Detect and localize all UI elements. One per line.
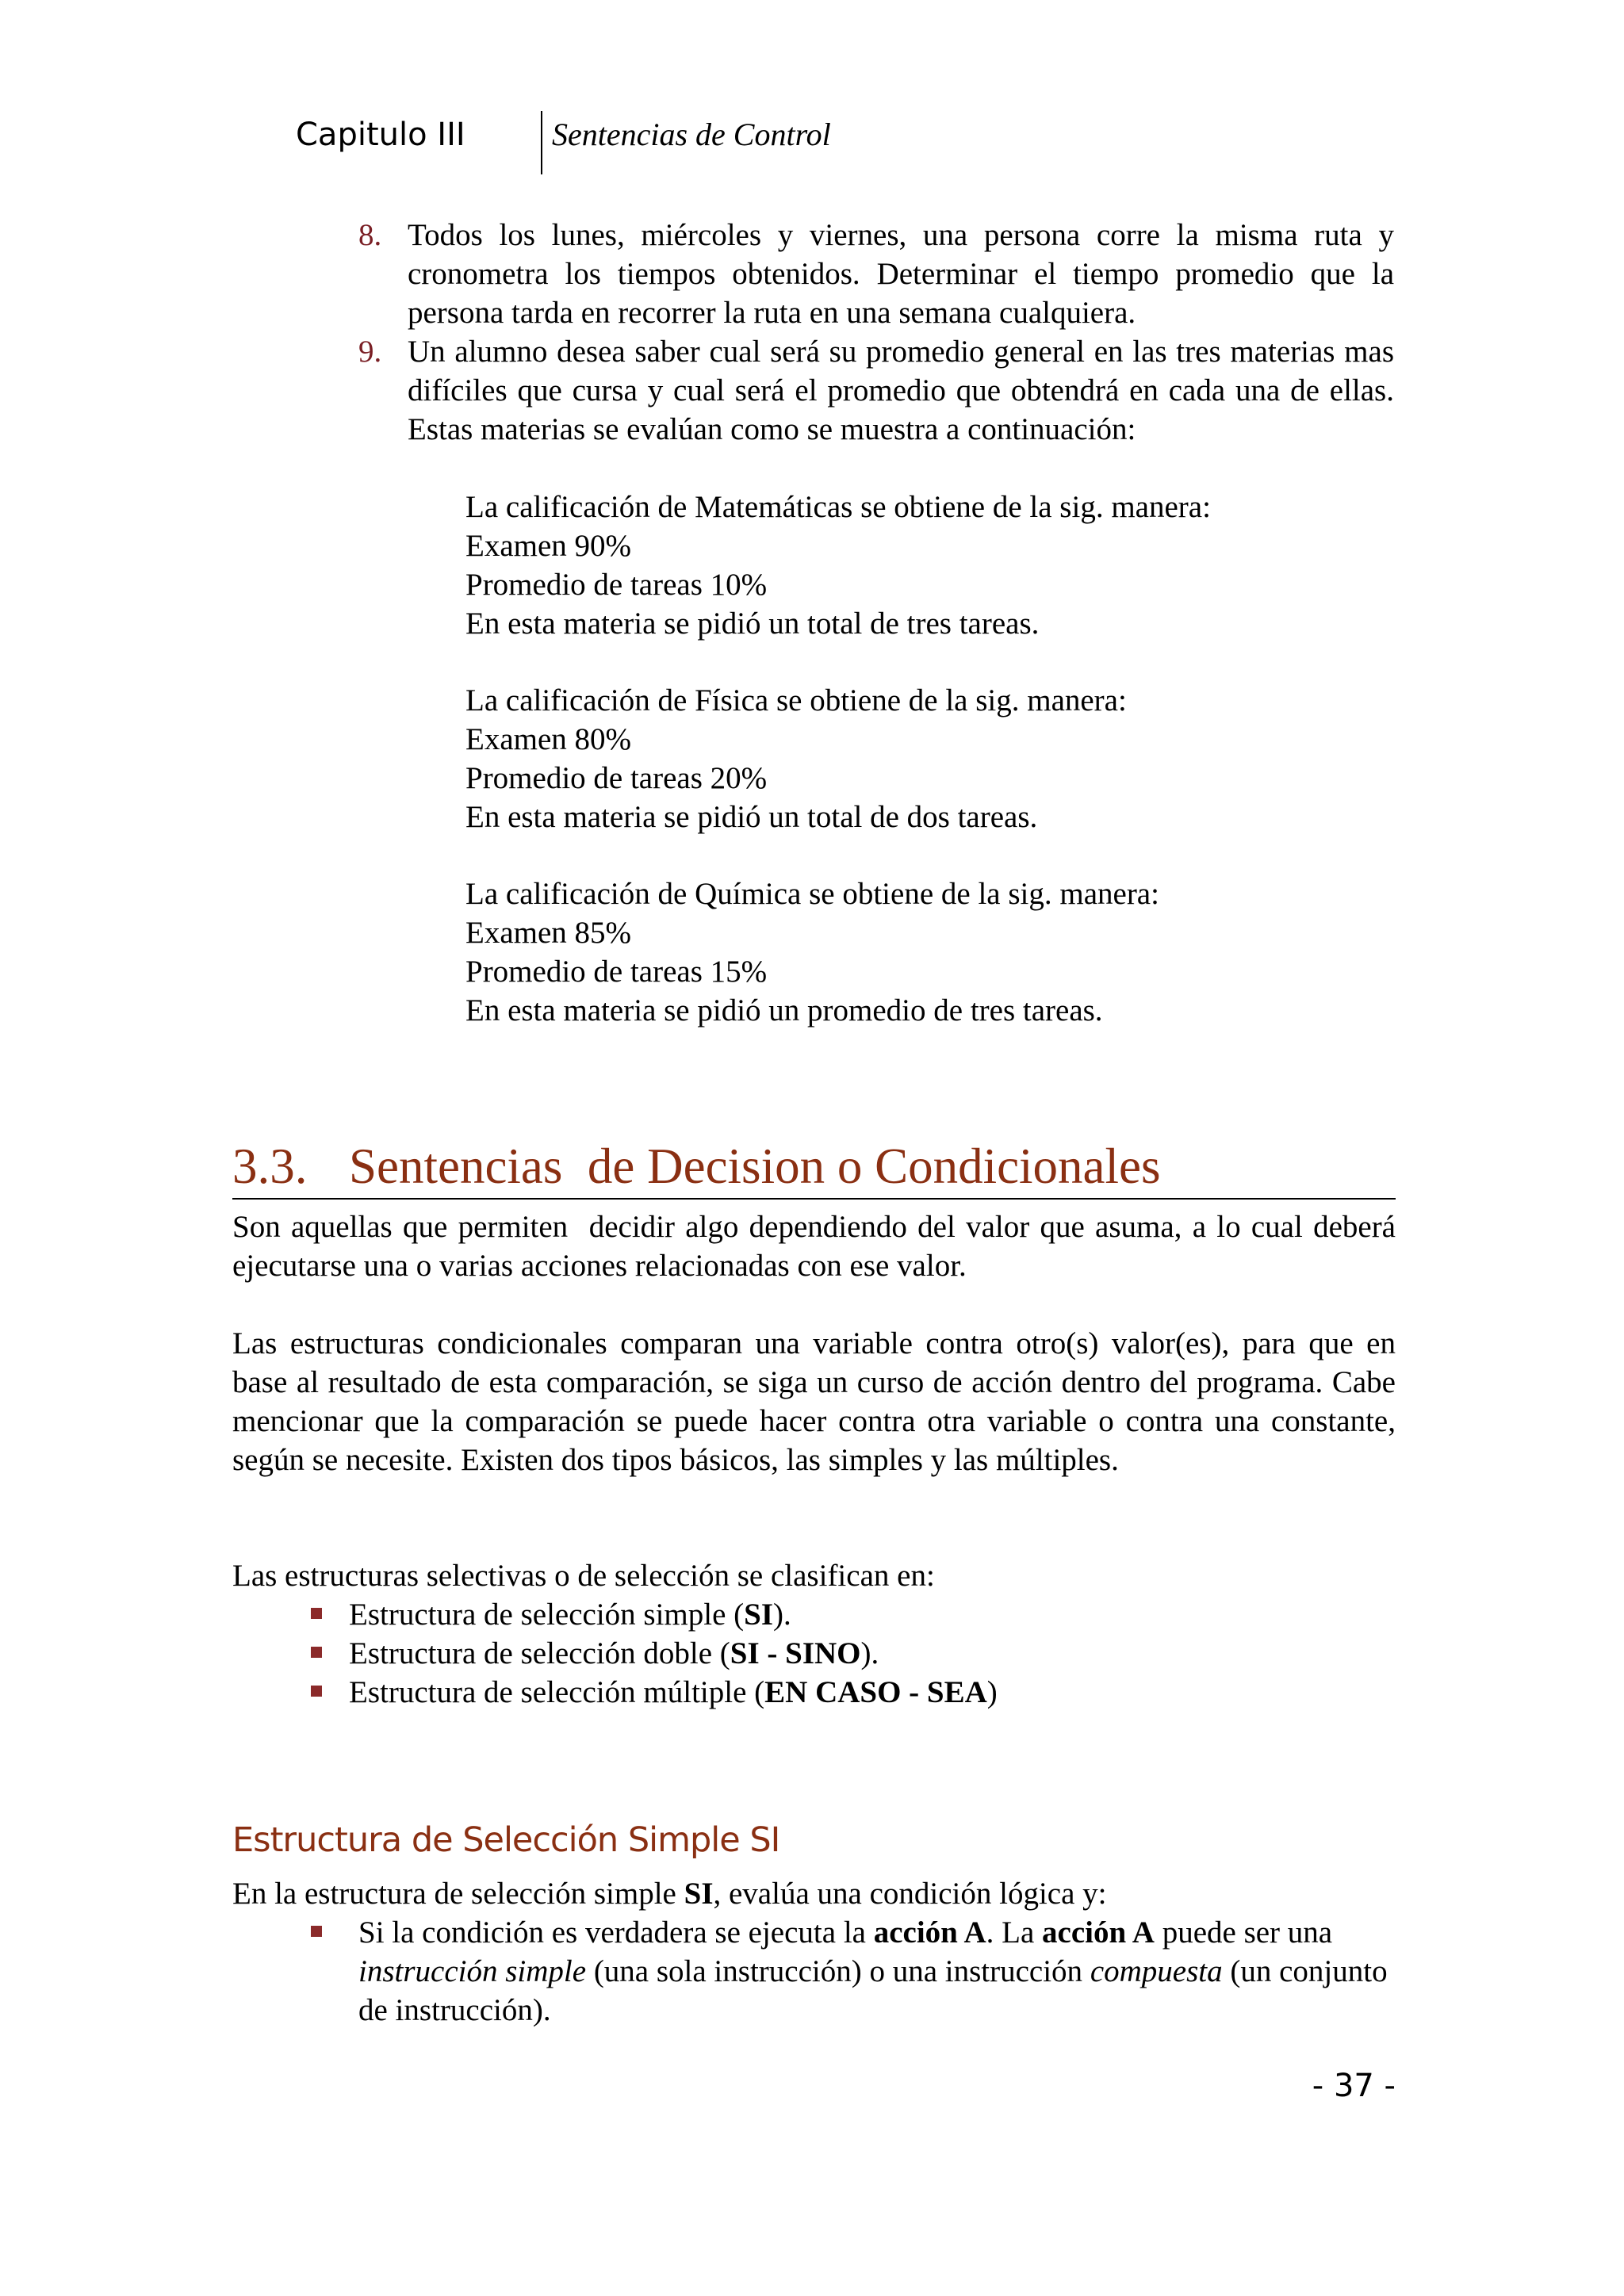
- structures-paragraph: Las estructuras condicionales comparan una variable contra otro(s) valor(es), para que en base al resultado de esta comparación, se siga un curso de acción dentro del programa. Cabe mencionar que la comparación se puede hacer contra otra variable o contra una constante, según se necesite. Existen dos tipos básicos, las simples y las múltiples.: [232, 1326, 1396, 1477]
- exercise-text: Un alumno desea saber cual será su promedio general en las tres materias mas difíciles que cursa y cual será el promedio que obtendrá en cada una de ellas. Estas materias se evalúan como se muestra a continuación:: [408, 335, 1394, 446]
- list-item-suffix: ).: [860, 1636, 879, 1670]
- square-bullet-icon: [311, 1686, 322, 1697]
- grading-homework: Promedio de tareas 20%: [465, 761, 768, 795]
- bullet-text: puede ser una: [1154, 1915, 1333, 1950]
- square-bullet-icon: [311, 1608, 322, 1619]
- section-number: 3.3.: [232, 1138, 308, 1194]
- bullet-text: (un conjunto de instrucción).: [358, 1954, 1388, 2027]
- selection-structures-list: [309, 1595, 1396, 1712]
- list-item: [309, 1913, 1396, 2030]
- list-item-suffix: ).: [773, 1598, 791, 1632]
- running-header: [296, 111, 1406, 174]
- grading-block-chemistry: [465, 874, 1338, 1030]
- list-item: [309, 1673, 1396, 1712]
- grading-note: En esta materia se pidió un total de dos tareas.: [465, 800, 1038, 834]
- subsection-heading: Estructura de Selección Simple SI: [232, 1820, 780, 1860]
- list-item-suffix: ): [986, 1675, 998, 1709]
- classify-paragraph: Las estructuras selectivas o de selección se clasifican en:: [232, 1559, 935, 1593]
- bullet-italic-term: instrucción simple: [358, 1954, 587, 1988]
- section-intro-paragraph: Son aquellas que permiten decidir algo dependiendo del valor que asuma, a lo cual deberá ejecutarse una o varias acciones relacionadas con ese valor.: [232, 1210, 1404, 1283]
- grading-exam: Examen 85%: [465, 916, 632, 950]
- header-divider: [541, 111, 542, 174]
- section-heading: [232, 1135, 1396, 1197]
- grading-exam: Examen 90%: [465, 529, 632, 563]
- intro-text: En la estructura de selección simple: [232, 1877, 684, 1911]
- intro-keyword: SI: [684, 1877, 714, 1911]
- page-number: - 37 -: [1312, 2068, 1396, 2104]
- bullet-text: Si la condición es verdadera se ejecuta la: [358, 1915, 874, 1950]
- grading-note: En esta materia se pidió un total de tres tareas.: [465, 607, 1040, 641]
- square-bullet-icon: [311, 1926, 322, 1937]
- bullet-text: (una sola instrucción) o una instrucción: [586, 1954, 1090, 1988]
- square-bullet-icon: [311, 1647, 322, 1658]
- exercise-number: 9.: [358, 335, 382, 369]
- exercise-item: [358, 332, 1394, 449]
- grading-homework: Promedio de tareas 10%: [465, 568, 768, 602]
- exercise-text: Todos los lunes, miércoles y viernes, una persona corre la misma ruta y cronometra los tiempos obtenidos. Determinar el tiempo promedio que la persona tarda en recorrer la ruta en una semana cualquiera.: [408, 218, 1394, 330]
- exercise-item: [358, 216, 1394, 332]
- chapter-label: Capitulo III: [296, 117, 465, 153]
- section-title: Sentencias de Decision o Condicionales: [349, 1138, 1161, 1194]
- grading-intro: La calificación de Física se obtiene de la sig. manera:: [465, 683, 1127, 718]
- list-item: [309, 1595, 1396, 1634]
- list-item-text: Estructura de selección múltiple (: [349, 1675, 765, 1709]
- list-item: [309, 1634, 1396, 1673]
- intro-text-end: , evalúa una condición lógica y:: [713, 1877, 1107, 1911]
- section-heading-rule: [232, 1198, 1396, 1200]
- list-item-text: Estructura de selección doble (: [349, 1636, 730, 1670]
- grading-block-physics: [465, 681, 1338, 836]
- bullet-keyword: acción A: [1042, 1915, 1155, 1950]
- grading-homework: Promedio de tareas 15%: [465, 955, 768, 989]
- grading-exam: Examen 80%: [465, 722, 632, 756]
- bullet-italic-term: compuesta: [1090, 1954, 1223, 1988]
- grading-block-math: [465, 488, 1338, 643]
- simple-selection-list: [309, 1913, 1396, 2030]
- bullet-keyword: acción A: [873, 1915, 986, 1950]
- bullet-text: . La: [986, 1915, 1043, 1950]
- exercise-number: 8.: [358, 218, 382, 252]
- grading-note: En esta materia se pidió un promedio de tres tareas.: [465, 993, 1103, 1027]
- list-item-text: Estructura de selección simple (: [349, 1598, 745, 1632]
- list-item-keyword: SI - SINO: [730, 1636, 861, 1670]
- header-section-title: Sentencias de Control: [552, 117, 831, 152]
- grading-intro: La calificación de Química se obtiene de la sig. manera:: [465, 877, 1159, 911]
- grading-intro: La calificación de Matemáticas se obtiene de la sig. manera:: [465, 490, 1211, 524]
- list-item-keyword: SI: [744, 1598, 774, 1632]
- simple-selection-paragraph: [232, 1874, 1396, 1913]
- list-item-keyword: EN CASO - SEA: [764, 1675, 987, 1709]
